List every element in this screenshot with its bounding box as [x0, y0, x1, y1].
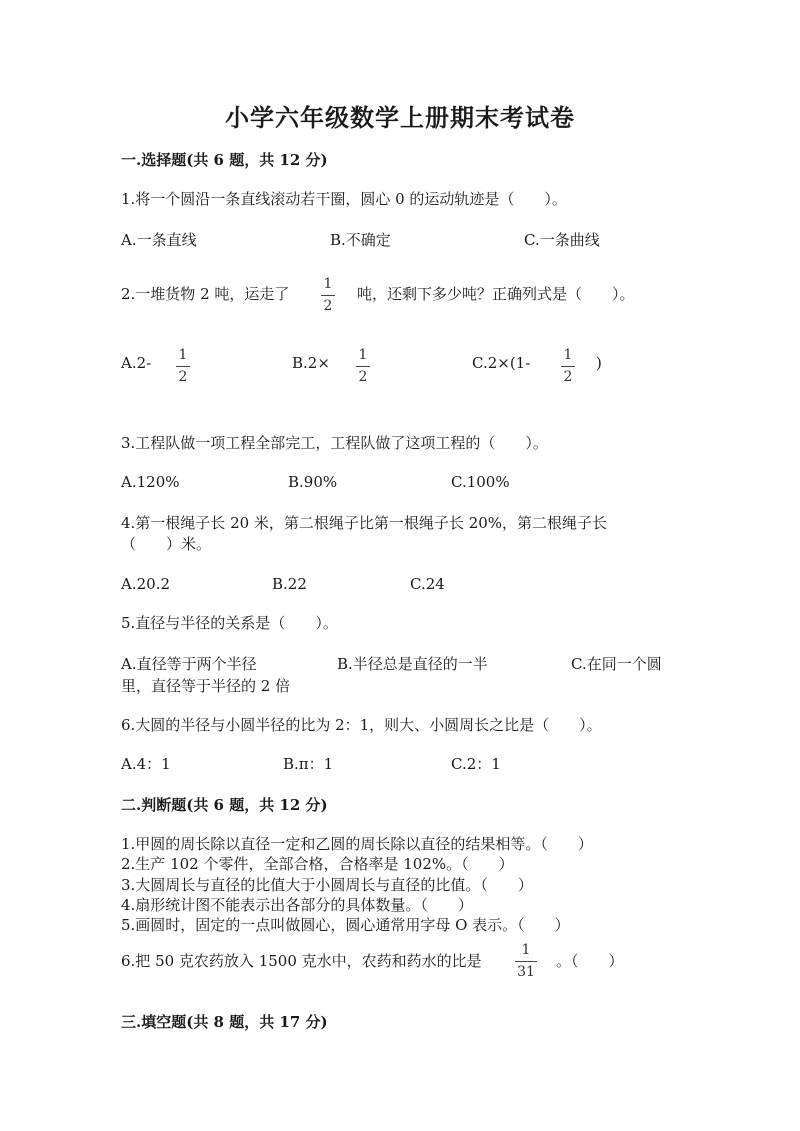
question-4-option-c: C.24: [410, 575, 445, 593]
fraction-denominator: 2: [323, 298, 333, 314]
question-2-stem-pre: 2.一堆货物 2 吨，运走了: [121, 285, 290, 303]
question-4-stem-line2: （ ）米。: [121, 535, 212, 553]
fraction-denominator: 2: [178, 369, 188, 385]
question-6-stem: 6.大圆的半径与小圆半径的比为 2：1，则大、小圆周长之比是（ ）。: [121, 716, 602, 734]
question-2-option-b-fraction: [356, 347, 370, 385]
question-2-option-b: B.2×: [292, 354, 330, 372]
judge-item-3: 3.大圆周长与直径的比值大于小圆周长与直径的比值。（ ）: [121, 876, 533, 894]
question-2-option-c-close: ): [596, 354, 602, 372]
fraction-bar: [515, 961, 537, 962]
judge-item-1: 1.甲圆的周长除以直径一定和乙圆的周长除以直径的结果相等。（ ）: [121, 835, 593, 853]
judge-item-6-post: 。（ ）: [556, 952, 624, 970]
question-5-option-c-line1: C.在同一个圆: [571, 655, 662, 673]
section-heading-judge: 二.判断题(共 6 题，共 12 分): [121, 796, 328, 814]
judge-item-6-pre: 6.把 50 克农药放入 1500 克水中，农药和药水的比是: [121, 952, 482, 970]
question-4-option-a: A.20.2: [121, 575, 170, 593]
question-5-option-b: B.半径总是直径的一半: [337, 655, 488, 673]
fraction-denominator: 2: [358, 369, 368, 385]
question-4-stem-line1: 4.第一根绳子长 20 米，第二根绳子比第一根绳子长 20%，第二根绳子长: [121, 514, 608, 532]
judge-item-6-fraction: [515, 942, 537, 980]
question-2-stem-post: 吨，还剩下多少吨？正确列式是（ ）。: [357, 285, 635, 303]
question-2-option-a: A.2-: [121, 354, 152, 372]
section-heading-fill: 三.填空题(共 8 题，共 17 分): [121, 1013, 328, 1031]
fraction-bar: [176, 366, 190, 367]
question-5-option-a: A.直径等于两个半径: [121, 655, 257, 673]
fraction-bar: [561, 366, 575, 367]
question-2-option-c: C.2×(1-: [472, 354, 531, 372]
fraction-bar: [356, 366, 370, 367]
fraction-numerator: 1: [521, 942, 531, 958]
question-5-option-c-line2: 里，直径等于半径的 2 倍: [121, 677, 291, 695]
judge-item-2: 2.生产 102 个零件，全部合格，合格率是 102%。（ ）: [121, 855, 514, 873]
question-2-fraction: [321, 276, 335, 314]
fraction-numerator: 1: [323, 276, 333, 292]
question-1-stem: 1.将一个圆沿一条直线滚动若干圈，圆心 0 的运动轨迹是（ ）。: [121, 190, 567, 208]
question-6-option-a: A.4：1: [121, 755, 171, 773]
question-3-stem: 3.工程队做一项工程全部完工，工程队做了这项工程的（ ）。: [121, 434, 548, 452]
question-4-option-b: B.22: [272, 575, 307, 593]
question-6-option-b: B.π：1: [283, 755, 334, 773]
fraction-bar: [321, 295, 335, 296]
question-3-option-c: C.100%: [451, 473, 510, 491]
question-5-stem: 5.直径与半径的关系是（ ）。: [121, 614, 338, 632]
question-6-option-c: C.2：1: [451, 755, 501, 773]
fraction-denominator: 2: [563, 369, 573, 385]
question-2-option-c-fraction: [561, 347, 575, 385]
fraction-numerator: 1: [358, 347, 368, 363]
question-2-option-a-fraction: [176, 347, 190, 385]
question-1-option-a: A.一条直线: [121, 231, 197, 249]
question-3-option-b: B.90%: [288, 473, 338, 491]
question-1-option-b: B.不确定: [330, 231, 391, 249]
judge-item-5: 5.画圆时，固定的一点叫做圆心，圆心通常用字母 O 表示。（ ）: [121, 916, 570, 934]
fraction-numerator: 1: [563, 347, 573, 363]
section-heading-choice: 一.选择题(共 6 题，共 12 分): [121, 151, 328, 169]
fraction-denominator: 31: [517, 964, 535, 980]
question-3-option-a: A.120%: [121, 473, 180, 491]
page-title: 小学六年级数学上册期末考试卷: [225, 103, 575, 132]
question-1-option-c: C.一条曲线: [524, 231, 600, 249]
fraction-numerator: 1: [178, 347, 188, 363]
judge-item-4: 4.扇形统计图不能表示出各部分的具体数量。（ ）: [121, 896, 473, 914]
